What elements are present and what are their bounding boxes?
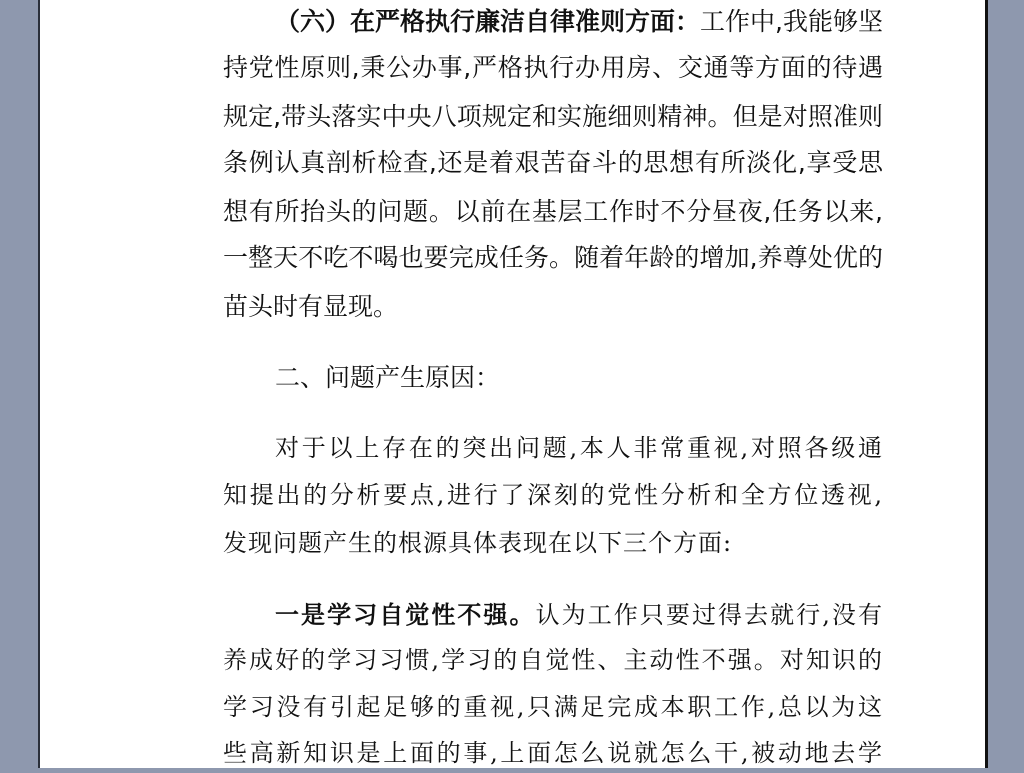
text-line: 一整天不吃不喝也要完成任务。随着年龄的增加,养尊处优的 [223, 243, 883, 272]
text-line: 养成好的学习习惯,学习的自觉性、主动性不强。对知识的 [223, 646, 883, 674]
section-heading: 二、问题产生原因： [275, 363, 501, 392]
text-line: 知提出的分析要点,进行了深刻的党性分析和全方位透视, [223, 481, 883, 509]
text-line: 些高新知识是上面的事,上面怎么说就怎么干,被动地去学 [223, 739, 883, 767]
text-line: 发现问题产生的根源具体表现在以下三个方面: [223, 529, 733, 557]
text-line: 持党性原则,秉公办事,严格执行办用房、交通等方面的待遇 [223, 53, 883, 82]
text-line: 苗头时有显现。 [223, 292, 399, 321]
text-line: 条例认真剖析检查,还是着艰苦奋斗的思想有所淡化,享受思 [223, 148, 883, 177]
text-line: 规定,带头落实中央八项规定和实施细则精神。但是对照准则 [223, 102, 883, 131]
document-page [38, 0, 988, 768]
point-heading: 一是学习自觉性不强。 [275, 600, 536, 629]
text-line: （六）在严格执行廉洁自律准则方面：工作中,我能够坚 [275, 7, 883, 36]
text-line: 学习没有引起足够的重视,只满足完成本职工作,总以为这 [223, 693, 883, 721]
text-line: 一是学习自觉性不强。认为工作只要过得去就行,没有 [275, 600, 883, 629]
text-line: 想有所抬头的问题。以前在基层工作时不分昼夜,任务以来, [223, 197, 883, 226]
section-heading: （六）在严格执行廉洁自律准则方面： [275, 7, 701, 36]
text-line: 对于以上存在的突出问题,本人非常重视,对照各级通 [275, 434, 883, 462]
